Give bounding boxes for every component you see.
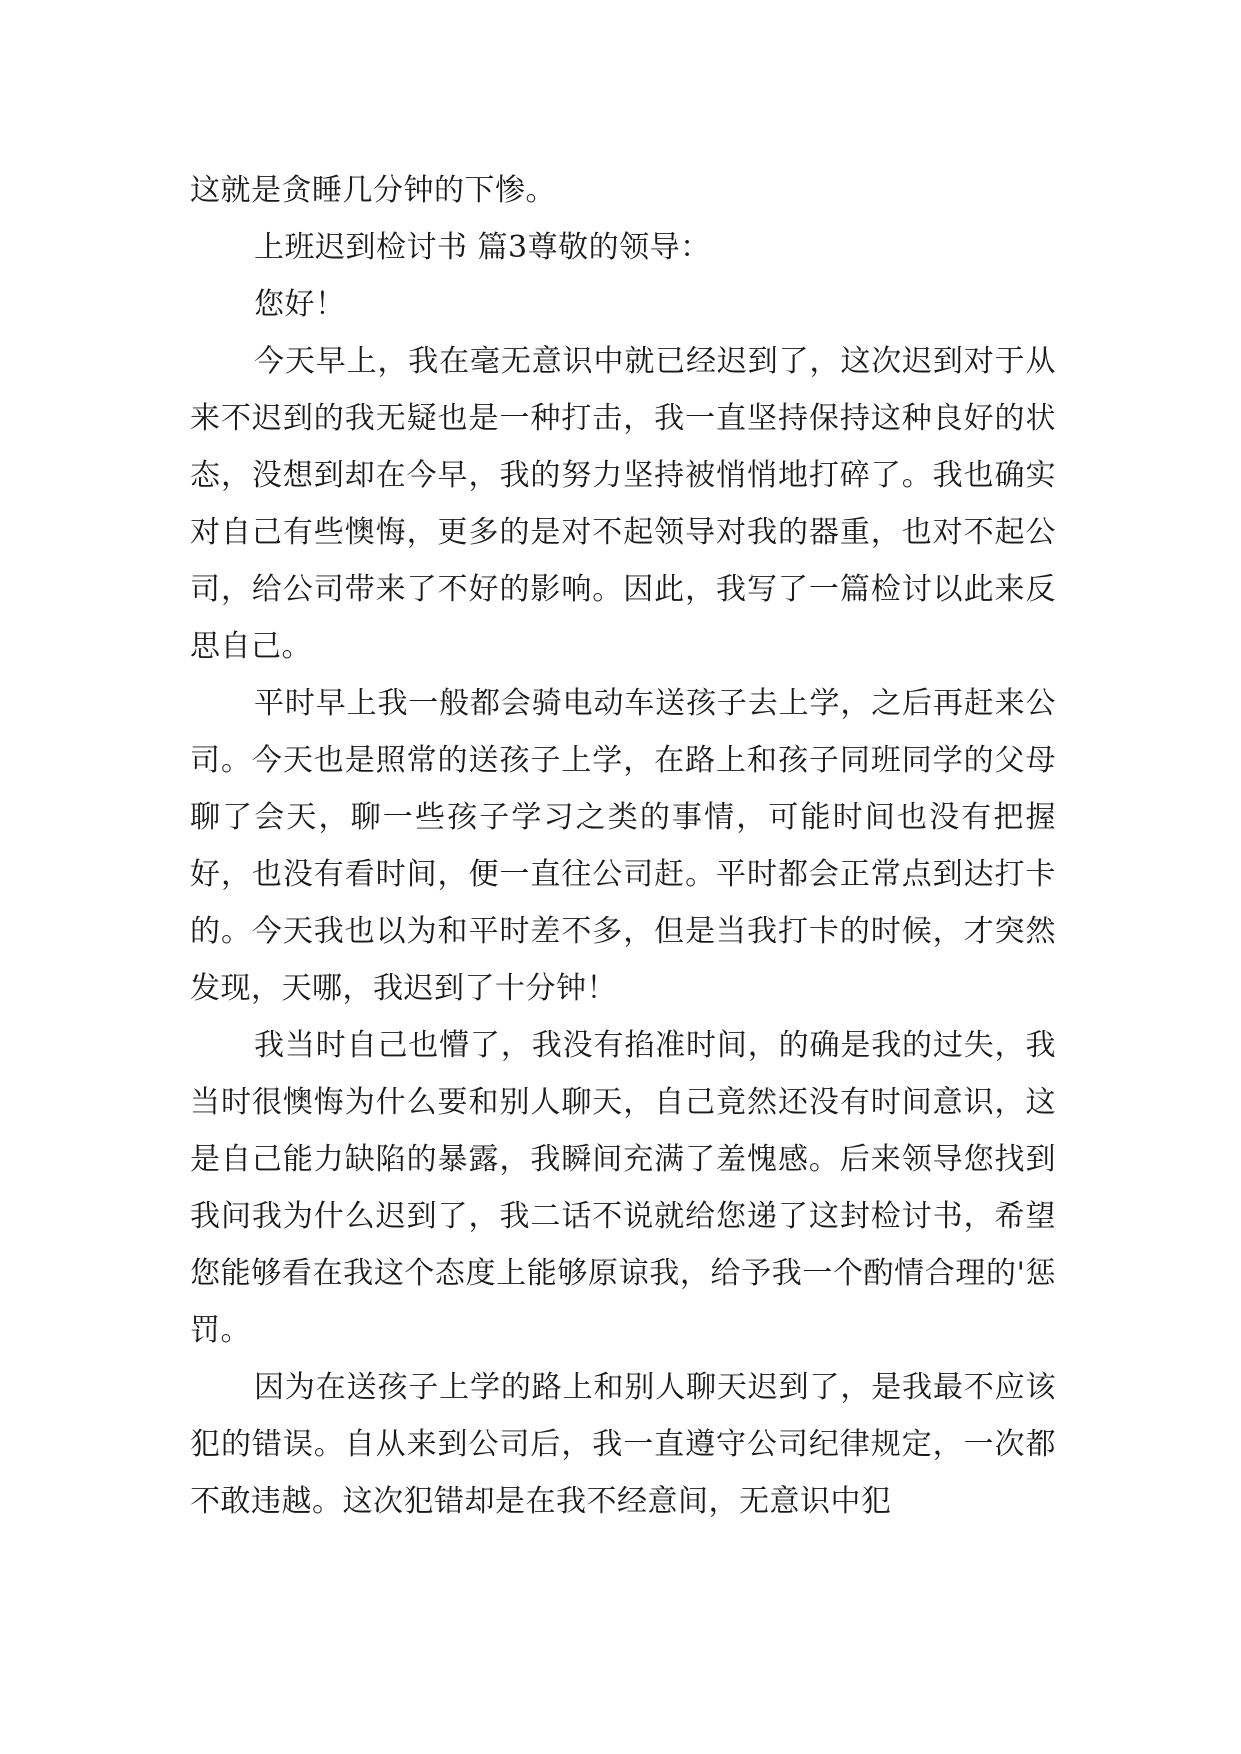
paragraph-body-4: 因为在送孩子上学的路上和别人聊天迟到了，是我最不应该犯的错误。自从来到公司后，我一直遵守公司纪律规定，一次都不敢违越。这次犯错却是在我不经意间，无意识中犯 bbox=[190, 1370, 1056, 1519]
paragraph-greeting: 您好！ bbox=[254, 287, 346, 322]
paragraph-body-3: 我当时自己也懵了，我没有掐准时间，的确是我的过失，我当时很懊悔为什么要和别人聊天，自己竟然还没有时间意识，这是自己能力缺陷的暴露，我瞬间充满了羞愧感。后来领导您找到我问我为什么迟到了，我二话不说就给您递了这封检讨书，希望您能够看在我这个态度上能够原谅我，给予我一个酌情合理的'惩罚。 bbox=[190, 1028, 1056, 1348]
paragraph-body-1: 今天早上，我在毫无意识中就已经迟到了，这次迟到对于从来不迟到的我无疑也是一种打击，我一直坚持保持这种良好的状态，没想到却在今早，我的努力坚持被悄悄地打碎了。我也确实对自己有些懊悔，更多的是对不起领导对我的器重，也对不起公司，给公司带来了不好的影响。因此，我写了一篇检讨以此来反思自己。 bbox=[190, 344, 1056, 664]
document-body bbox=[190, 162, 1056, 1530]
paragraph-closing-line: 这就是贪睡几分钟的下惨。 bbox=[190, 173, 556, 208]
paragraph-body-2: 平时早上我一般都会骑电动车送孩子去上学，之后再赶来公司。今天也是照常的送孩子上学，在路上和孩子同班同学的父母聊了会天，聊一些孩子学习之类的事情，可能时间也没有把握好，也没有看时间，便一直往公司赶。平时都会正常点到达打卡的。今天我也以为和平时差不多，但是当我打卡的时候，才突然发现，天哪，我迟到了十分钟！ bbox=[190, 686, 1056, 1006]
paragraph-title-salutation: 上班迟到检讨书 篇3尊敬的领导： bbox=[254, 230, 711, 265]
